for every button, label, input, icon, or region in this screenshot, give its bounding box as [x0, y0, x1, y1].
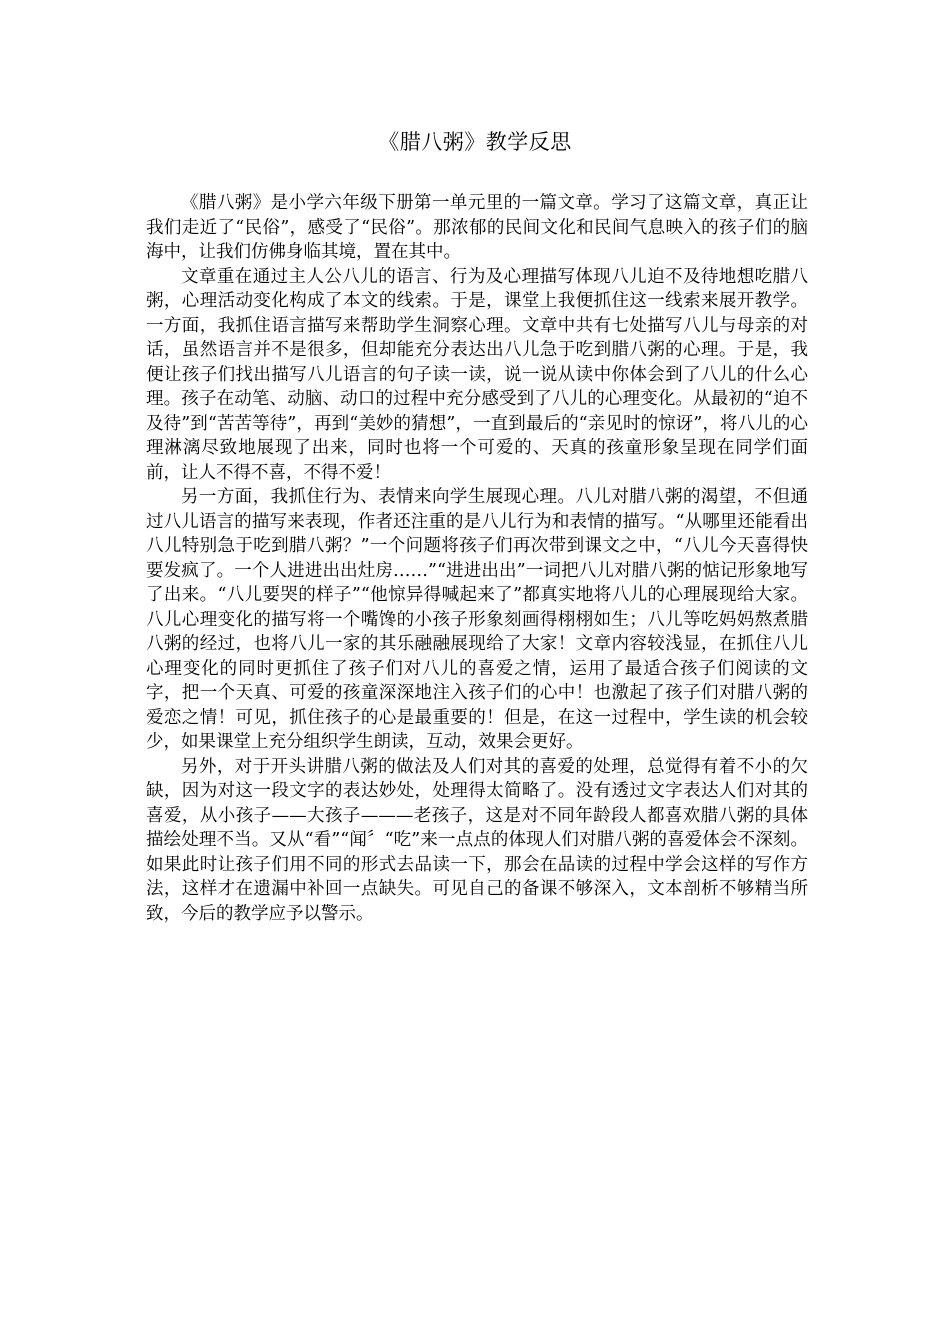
document-body [146, 191, 808, 926]
document-title: 《腊八粥》教学反思 [378, 130, 572, 154]
paragraph-2: 文章重在通过主人公八儿的语言、行为及心理描写体现八儿迫不及待地想吃腊八粥，心理活动变化构成了本文的线索。于是，课堂上我便抓住这一线索来展开教学。一方面，我抓住语言描写来帮助学生洞察心理。文章中共有七处描写八儿与母亲的对话，虽然语言并不是很多，但却能充分表达出八儿急于吃到腊八粥的心理。于是，我便让孩子们找出描写八儿语言的句子读一读，说一说从读中你体会到了八儿的什么心理。孩子在动笔、动脑、动口的过程中充分感受到了八儿的心理变化。从最初的“迫不及待”到“苦苦等待”，再到“美妙的猜想”，一直到最后的“亲见时的惊讶”，将八儿的心理淋漓尽致地展现了出来，同时也将一个可爱的、天真的孩童形象呈现在同学们面前，让人不得不喜，不得不爱！ [146, 266, 808, 483]
paragraph-1: 《腊八粥》是小学六年级下册第一单元里的一篇文章。学习了这篇文章，真正让我们走近了“民俗”，感受了“民俗”。那浓郁的民间文化和民间气息映入的孩子们的脑海中，让我们仿佛身临其境，置在其中。 [146, 193, 808, 262]
paragraph-3: 另一方面，我抓住行为、表情来向学生展现心理。八儿对腊八粥的渴望，不但通过八儿语言的描写来表现，作者还注重的是八儿行为和表情的描写。“从哪里还能看出八儿特别急于吃到腊八粥？”一个问题将孩子们再次带到课文之中，“八儿今天喜得快要发疯了。一个人进进出出灶房……”“进进出出”一词把八儿对腊八粥的惦记形象地写了出来。“八儿要哭的样子”“他惊异得喊起来了”都真实地将八儿的心理展现给大家。八儿心理变化的描写将一个嘴馋的小孩子形象刻画得栩栩如生；八儿等吃妈妈熬煮腊八粥的经过，也将八儿一家的其乐融融展现给了大家！文章内容较浅显，在抓住八儿心理变化的同时更抓住了孩子们对八儿的喜爱之情，运用了最适合孩子们阅读的文字，把一个天真、可爱的孩童深深地注入孩子们的心中！也激起了孩子们对腊八粥的爱恋之情！可见，抓住孩子的心是最重要的！但是，在这一过程中，学生读的机会较少，如果课堂上充分组织学生朗读，互动，效果会更好。 [146, 487, 808, 752]
paragraph-4: 另外，对于开头讲腊八粥的做法及人们对其的喜爱的处理，总觉得有着不小的欠缺，因为对这一段文字的表达妙处，处理得太简略了。没有透过文字表达人们对其的喜爱，从小孩子——大孩子———老孩子，这是对不同年龄段人都喜欢腊八粥的具体描绘处理不当。又从“看”“闻〞“吃”来一点点的体现人们对腊八粥的喜爱体会不深刻。如果此时让孩子们用不同的形式去品读一下，那会在品读的过程中学会这样的写作方法，这样才在遗漏中补回一点缺失。可见自己的备课不够深入，文本剖析不够精当所致，今后的教学应予以警示。 [146, 756, 808, 924]
